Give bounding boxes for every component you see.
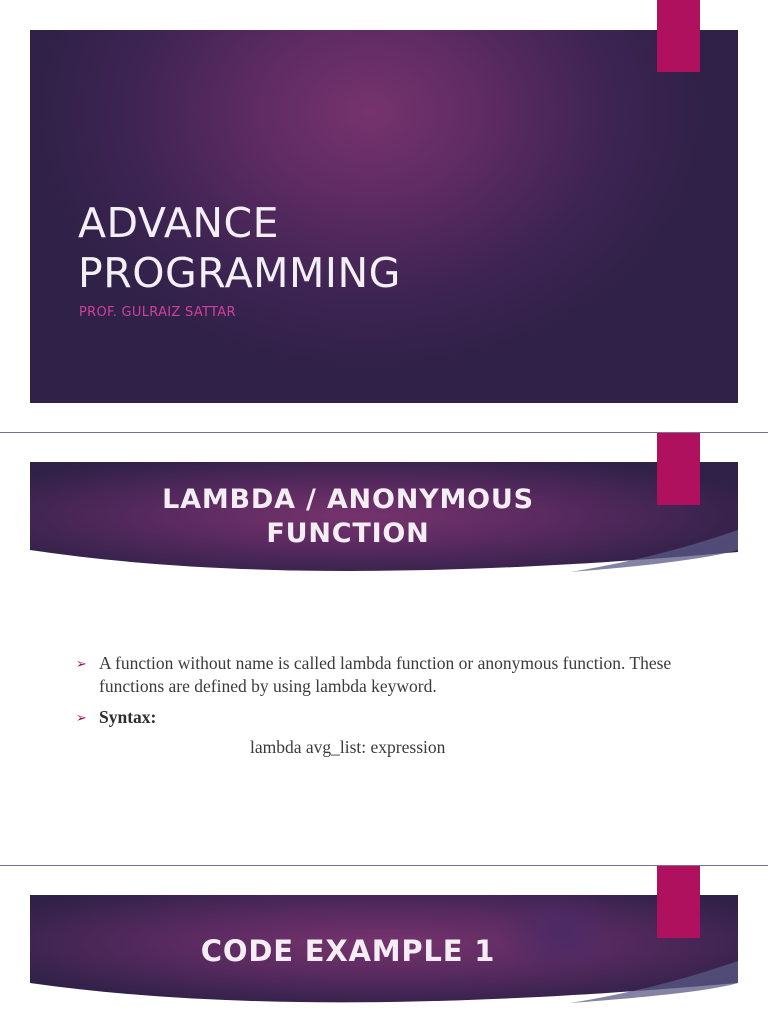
slide-title-line-1: ADVANCE xyxy=(78,199,280,247)
arrow-bullet-icon: ➢ xyxy=(76,656,87,671)
slide-title-line-1: LAMBDA / ANONYMOUS xyxy=(162,484,534,515)
accent-tab xyxy=(657,0,700,72)
accent-tab xyxy=(657,866,700,938)
bullet-item xyxy=(76,652,696,698)
slide-title xyxy=(30,483,666,551)
lambda-slide xyxy=(0,433,768,864)
bullet-text: Syntax: xyxy=(99,707,157,727)
slide-title xyxy=(78,198,401,298)
slide-subtitle: PROF. GULRAIZ SATTAR xyxy=(79,305,236,320)
syntax-example: lambda avg_list: expression xyxy=(250,737,446,757)
bullet-item xyxy=(76,706,696,729)
slide-title-line-2: FUNCTION xyxy=(266,518,430,549)
title-slide xyxy=(0,0,768,432)
arrow-bullet-icon: ➢ xyxy=(76,710,87,725)
code-example-slide xyxy=(0,866,768,1024)
bullet-list xyxy=(76,652,696,737)
bullet-text: A function without name is called lambda function or anonymous function. These functions are defined by using lambda keyword. xyxy=(99,653,672,696)
slide-title: CODE EXAMPLE 1 xyxy=(200,934,496,968)
slide-title-line-2: PROGRAMMING xyxy=(78,249,401,297)
